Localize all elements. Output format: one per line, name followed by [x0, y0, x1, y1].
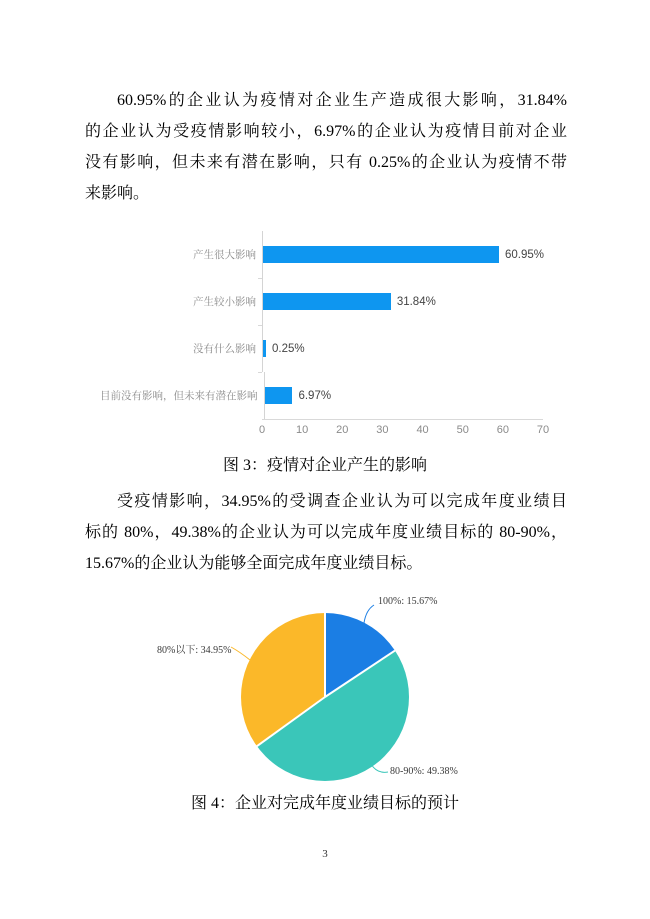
x-axis [258, 419, 550, 440]
pie-slice-label: 100%: 15.67% [378, 596, 438, 607]
bar-value-label: 0.25% [272, 342, 305, 355]
pie-slice-separator [256, 696, 325, 747]
figure4-caption: 图 4：企业对完成年度业绩目标的预计 [190, 795, 459, 812]
bar-track [264, 372, 546, 419]
paragraph-line: 受疫情影响，34.95%的受调查企业认为可以完成年度业绩目 [117, 493, 567, 510]
bar-value-label: 6.97% [298, 389, 332, 402]
x-tick-label: 60 [496, 424, 509, 436]
paragraph-line: 的企业认为受疫情影响较小，6.97%的企业认为疫情目前对企业 [85, 123, 567, 140]
pie-slice-separator [324, 613, 326, 697]
bar-category-label: 目前没有影响，但未来有潜在影响 [100, 390, 258, 402]
bar-track [262, 231, 544, 278]
paragraph-line: 60.95%的企业认为疫情对企业生产造成很大影响，31.84% [117, 92, 567, 109]
figure3-caption: 图 3：疫情对企业产生的影响 [222, 457, 427, 474]
bar-category-label: 没有什么影响 [193, 343, 256, 355]
x-tick-label: 10 [296, 424, 309, 436]
bar [263, 246, 499, 263]
x-tick-label: 70 [536, 424, 550, 436]
bar-value-label: 60.95% [504, 248, 544, 261]
bar [263, 293, 391, 310]
bar-row [100, 231, 570, 278]
bar-track [262, 325, 544, 372]
paragraph-line: 没有影响，但未来有潜在影响，只有 0.25%的企业认为疫情不带 [85, 154, 567, 171]
bar-chart-plot [100, 231, 570, 419]
bar-chart-figure [100, 231, 570, 441]
bar [265, 387, 293, 404]
pie-slice-label: 80-90%: 49.38% [390, 766, 458, 777]
bar-row [100, 278, 570, 325]
bar-row [100, 325, 570, 372]
paragraph-2 [85, 486, 567, 579]
bar-value-label: 31.84% [396, 295, 436, 308]
pie-slice-separator [324, 650, 395, 698]
pie-chart [241, 613, 409, 781]
bar-category-label: 产生很大影响 [193, 249, 256, 261]
bar [263, 340, 266, 357]
page-number: 3 [322, 848, 328, 860]
pie-leader-line [231, 647, 250, 660]
x-tick-label: 30 [376, 424, 389, 436]
bar-category-label: 产生较小影响 [193, 296, 256, 308]
pie-leader-line [364, 605, 374, 623]
paragraph-line: 来影响。 [85, 185, 150, 202]
x-tick-label: 50 [456, 424, 469, 436]
paragraph-line: 标的 80%，49.38%的企业认为可以完成年度业绩目标的 80-90%， [85, 524, 567, 541]
paragraph-line: 15.67%的企业认为能够全面完成年度业绩目标。 [85, 555, 423, 572]
x-tick-label: 0 [258, 424, 266, 436]
paragraph-1 [85, 85, 567, 209]
bar-track [262, 278, 544, 325]
x-tick-label: 40 [416, 424, 429, 436]
bar-row [100, 372, 570, 419]
pie-slice-label: 80%以下: 34.95% [157, 645, 232, 656]
x-tick-label: 20 [336, 424, 349, 436]
pie-chart-figure [0, 590, 650, 790]
